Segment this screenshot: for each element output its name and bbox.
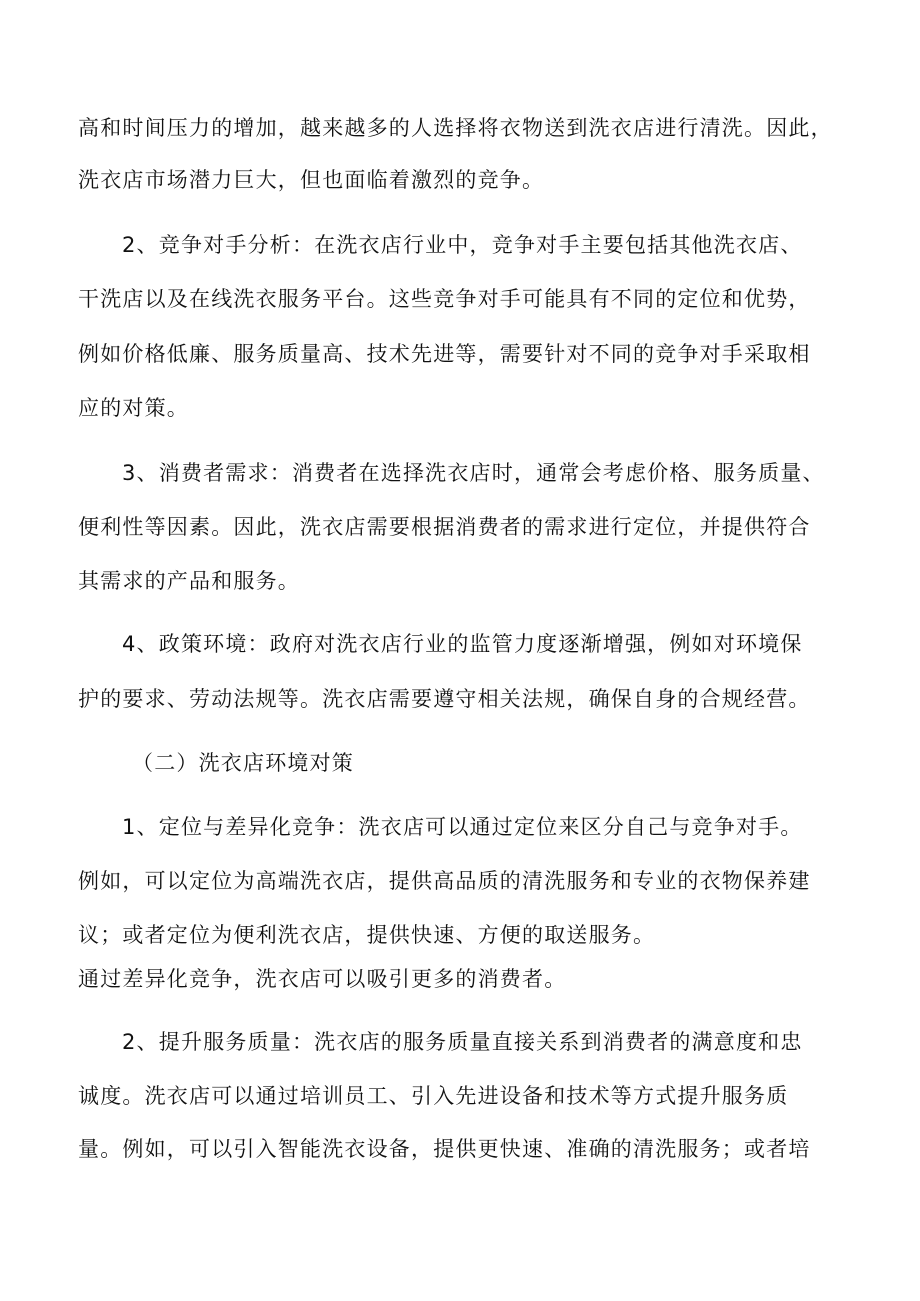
text-line-7: 3、消费者需求：消费者在选择洗衣店时，通常会考虑价格、服务质量、 <box>122 461 825 485</box>
text-line-2: 洗衣店市场潜力巨大，但也面临着激烈的竞争。 <box>78 168 545 192</box>
section-heading: （二）洗衣店环境对策 <box>132 751 354 775</box>
text-line-9: 其需求的产品和服务。 <box>78 569 300 593</box>
text-line-10: 4、政策环境：政府对洗衣店行业的监管力度逐渐增强，例如对环境保 <box>122 632 803 656</box>
text-line-15: 议；或者定位为便利洗衣店，提供快速、方便的取送服务。 <box>78 923 656 947</box>
text-line-6: 应的对策。 <box>78 396 189 420</box>
text-line-8: 便利性等因素。因此，洗衣店需要根据消费者的需求进行定位，并提供符合 <box>78 515 811 539</box>
text-line-11: 护的要求、劳动法规等。洗衣店需要遵守相关法规，确保自身的合规经营。 <box>78 687 811 711</box>
text-line-18: 诚度。洗衣店可以通过培训员工、引入先进设备和技术等方式提升服务质 <box>78 1084 789 1108</box>
text-line-13: 1、定位与差异化竞争：洗衣店可以通过定位来区分自己与竞争对手。 <box>122 815 803 839</box>
text-line-16: 通过差异化竞争，洗衣店可以吸引更多的消费者。 <box>78 967 567 991</box>
text-line-5: 例如价格低廉、服务质量高、技术先进等，需要针对不同的竞争对手采取相 <box>78 342 811 366</box>
text-line-4: 干洗店以及在线洗衣服务平台。这些竞争对手可能具有不同的定位和优势， <box>78 287 811 311</box>
text-line-14: 例如，可以定位为高端洗衣店，提供高品质的清洗服务和专业的衣物保养建 <box>78 869 811 893</box>
text-line-19: 量。例如，可以引入智能洗衣设备，提供更快速、准确的清洗服务；或者培 <box>78 1137 811 1161</box>
text-line-17: 2、提升服务质量：洗衣店的服务质量直接关系到消费者的满意度和忠 <box>122 1030 803 1054</box>
text-line-1: 高和时间压力的增加，越来越多的人选择将衣物送到洗衣店进行清洗。因此， <box>78 116 833 140</box>
text-line-3: 2、竞争对手分析：在洗衣店行业中，竞争对手主要包括其他洗衣店、 <box>122 233 803 257</box>
